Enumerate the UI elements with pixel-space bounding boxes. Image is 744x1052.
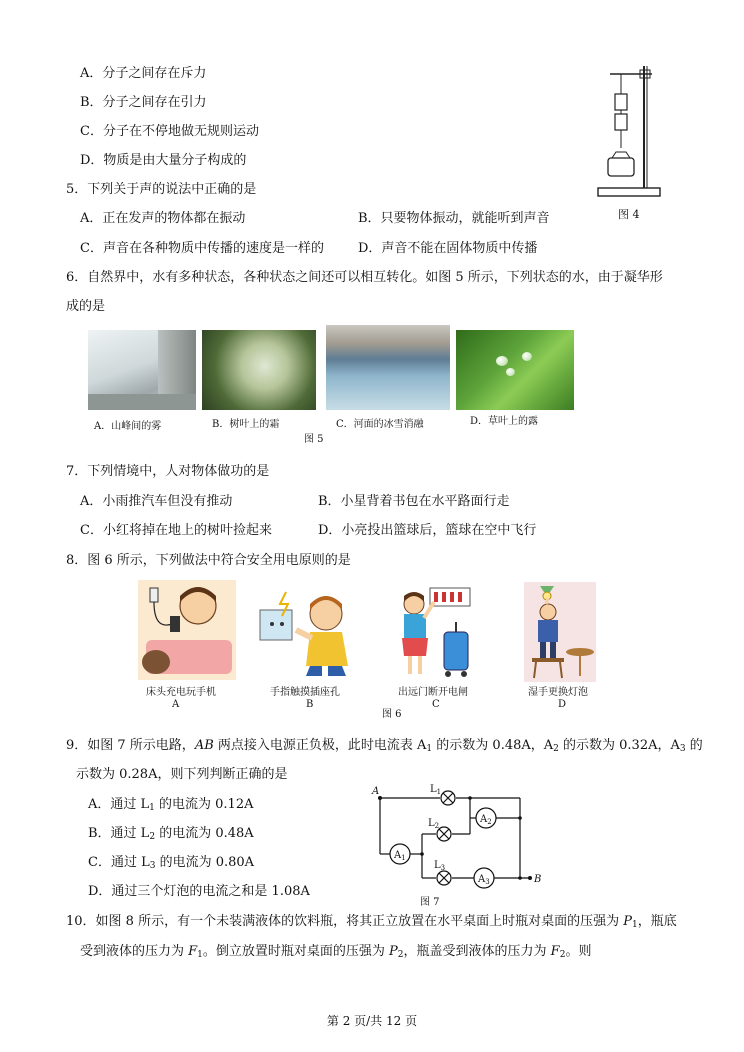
q5-option-b: B．只要物体振动，就能听到声音 (358, 211, 550, 226)
figure-6-label: 图 6 (382, 709, 402, 720)
q7-option-b: B．小星背着书包在水平路面行走 (318, 494, 510, 509)
q5-stem: 5．下列关于声的说法中正确的是 (66, 182, 257, 197)
circuit-meter-a2: $A_2$ (480, 814, 492, 826)
q9-option-d: D．通过三个灯泡的电流之和是 1.08A (88, 884, 310, 899)
q9-option-b: B．通过 $L_2$ 的电流为 0.48A (88, 826, 254, 842)
q6-stem-line2: 成的是 (66, 299, 106, 314)
q6-caption-a: A．山峰间的雾 (94, 421, 162, 432)
figure-7-circuit-diagram (370, 784, 550, 894)
figure-4-label: 图 4 (618, 208, 640, 221)
circuit-node-a: A (372, 786, 380, 797)
q9-stem-line1: 9．如图 7 所示电路，AB 两点接入电源正负极，此时电流表 $A_1$ 的示数为 0.48A，$A_2$ 的示数为 0.32A，$A_3$ 的 (66, 738, 703, 754)
q6-caption-c: C．河面的冰雪消融 (336, 419, 424, 430)
circuit-meter-a1: $A_1$ (394, 850, 406, 862)
q8-caption-d: 湿手更换灯泡 (528, 687, 588, 698)
q7-option-a: A．小雨推汽车但没有推动 (80, 494, 233, 509)
figure-4-stand-diagram (596, 60, 666, 200)
q8-caption-a: 床头充电玩手机 (146, 687, 216, 698)
q8-letter-b: B (306, 699, 314, 710)
circuit-meter-a3: $A_3$ (478, 874, 490, 886)
q7-option-d: D．小亮投出篮球后，篮球在空中飞行 (318, 523, 537, 538)
q9-option-a: A．通过 $L_1$ 的电流为 0.12A (88, 797, 254, 813)
q8-letter-d: D (558, 699, 567, 710)
illustration-finger-touching-socket (256, 590, 356, 678)
photo-frost-on-leaf (202, 330, 316, 410)
figure-7-label: 图 7 (420, 897, 440, 908)
q8-letter-c: C (432, 699, 440, 710)
photo-fog-between-mountains (88, 330, 196, 410)
q8-stem: 8．图 6 所示，下列做法中符合安全用电原则的是 (66, 553, 351, 568)
illustration-wet-hands-changing-bulb (524, 582, 596, 682)
q7-stem: 7．下列情境中，人对物体做功的是 (66, 464, 270, 479)
illustration-bed-charging-phone (138, 580, 236, 680)
q5-option-d: D．声音不能在固体物质中传播 (358, 241, 538, 256)
photo-ice-snow-melting (326, 325, 450, 410)
page-footer: 第 2 页/共 12 页 (326, 1014, 418, 1028)
q4-option-c: C．分子在不停地做无规则运动 (80, 124, 259, 139)
q9-option-c: C．通过 $L_3$ 的电流为 0.80A (88, 855, 255, 871)
q4-option-a: A．分子之间存在斥力 (80, 66, 207, 81)
illustration-switch-off-breaker (396, 582, 478, 680)
photo-dew-on-grass (456, 330, 574, 410)
q8-caption-c: 出远门断开电闸 (398, 687, 468, 698)
q5-option-c: C．声音在各种物质中传播的速度是一样的 (80, 241, 324, 256)
circuit-label-l1: $L_1$ (430, 784, 442, 796)
q4-option-d: D．物质是由大量分子构成的 (80, 153, 247, 168)
circuit-label-l3: $L_3$ (434, 860, 446, 872)
q4-option-b: B．分子之间存在引力 (80, 95, 207, 110)
q7-option-c: C．小红将掉在地上的树叶捡起来 (80, 523, 272, 538)
q6-caption-b: B．树叶上的霜 (212, 419, 280, 430)
q10-line2: 受到液体的压力为 $F_1$。倒立放置时瓶对桌面的压强为 $P_2$，瓶盖受到液体的压力为 $F_2$。则 (80, 944, 592, 960)
figure-5-label: 图 5 (304, 434, 324, 445)
circuit-label-l2: $L_2$ (428, 818, 440, 830)
q10-line1: 10．如图 8 所示，有一个未装满液体的饮料瓶，将其正立放置在水平桌面上时瓶对桌面的压强为 $P_1$，瓶底 (66, 914, 677, 930)
q6-caption-d: D．草叶上的露 (470, 416, 539, 427)
q6-stem-line1: 6．自然界中，水有多种状态，各种状态之间还可以相互转化。如图 5 所示，下列状态的水，由于凝华形 (66, 270, 663, 285)
q8-letter-a: A (172, 699, 180, 710)
q9-stem-line2: 示数为 0.28A，则下列判断正确的是 (76, 767, 288, 782)
q5-option-a: A．正在发声的物体都在振动 (80, 211, 246, 226)
q8-caption-b: 手指触摸插座孔 (270, 687, 340, 698)
circuit-node-b: B (534, 874, 542, 885)
